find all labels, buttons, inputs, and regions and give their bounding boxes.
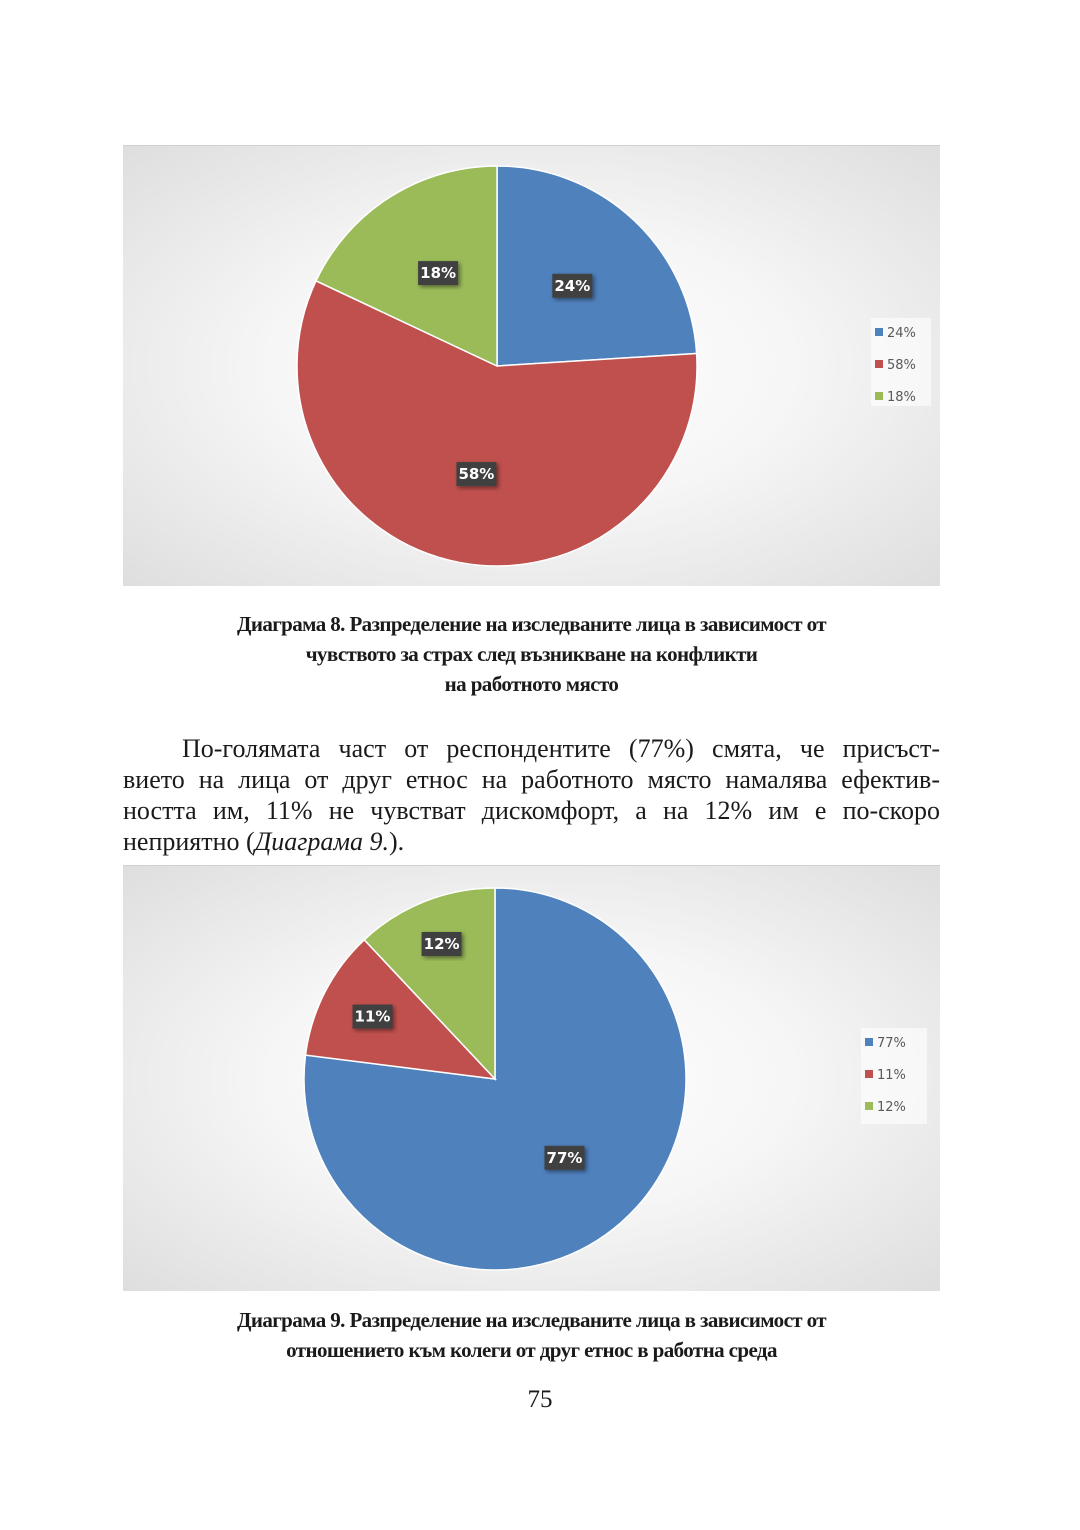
body-line-1: По-голямата част от респондентите (77%) смята, че присъст- — [182, 734, 940, 763]
legend-swatch-1 — [865, 1038, 873, 1046]
legend-swatch-2 — [865, 1070, 873, 1078]
data-label-9-1 — [545, 1146, 585, 1170]
legend-9 — [861, 1028, 927, 1124]
data-label-text: 24% — [554, 276, 591, 295]
page-number: 75 — [527, 1386, 553, 1413]
body-line-4-prefix: неприятно ( — [123, 827, 255, 856]
pie-chart-9-svg — [123, 866, 940, 1291]
body-paragraph — [123, 733, 940, 857]
legend-entry-3: 12% — [877, 1100, 906, 1115]
legend-swatch-3 — [875, 392, 883, 400]
data-label-8-1 — [552, 274, 592, 298]
caption-9-line-1: Диаграма 9. Разпределение на изследваните лица в зависимост от — [236, 1308, 827, 1332]
legend-entry-1: 77% — [877, 1036, 906, 1051]
body-line-2: вието на лица от друг етнос на работното място намалява ефектив- — [123, 765, 940, 794]
data-label-9-2 — [353, 1005, 393, 1029]
caption-8-line-3: на работното място — [444, 672, 619, 696]
data-label-8-3 — [418, 261, 458, 285]
diagram-reference: Диаграма 9. — [254, 827, 389, 856]
pie-chart-diagram-9 — [123, 865, 940, 1291]
body-line-4 — [123, 826, 940, 857]
data-label-text: 58% — [458, 465, 495, 484]
legend-swatch-3 — [865, 1102, 873, 1110]
body-line-4-suffix: ). — [388, 827, 405, 856]
legend-swatch-1 — [875, 328, 883, 336]
pie-chart-8-svg — [123, 146, 940, 586]
caption-8-line-1: Диаграма 8. Разпределение на изследваните лица в зависимост от — [236, 612, 827, 636]
legend-entry-2: 58% — [887, 358, 916, 373]
data-label-text: 18% — [420, 264, 457, 283]
legend-8 — [871, 318, 931, 406]
legend-entry-3: 18% — [887, 390, 916, 405]
data-label-text: 12% — [423, 935, 460, 953]
pie-chart-diagram-8 — [123, 145, 940, 586]
caption-diagram-8 — [123, 609, 940, 699]
data-label-text: 77% — [546, 1148, 583, 1167]
data-label-8-2 — [456, 462, 496, 486]
body-line-3: ността им, 11% не чувстват дискомфорт, а на 12% им е по-скоро — [123, 796, 940, 825]
legend-entry-1: 24% — [887, 326, 916, 341]
caption-9-line-2: отношението към колеги от друг етнос в работна среда — [286, 1338, 777, 1362]
pie-slice-8-1 — [497, 166, 697, 366]
caption-8-line-2: чувството за страх след възникване на конфликти — [305, 642, 758, 666]
legend-entry-2: 11% — [877, 1068, 906, 1083]
data-label-9-3 — [422, 932, 462, 956]
caption-diagram-9 — [123, 1305, 940, 1365]
legend-swatch-2 — [875, 360, 883, 368]
data-label-text: 11% — [354, 1007, 391, 1026]
